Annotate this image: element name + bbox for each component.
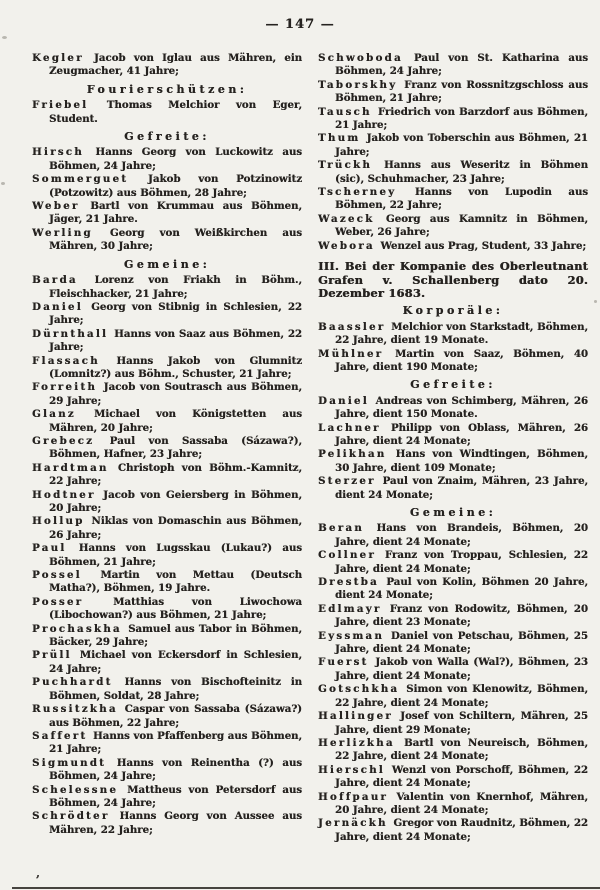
roster-entry: Russitzkha Caspar von Sassaba (Sázawa?) aus Böhmen, 22 Jahre; xyxy=(32,703,302,729)
entry-surname: Hirsch xyxy=(32,146,85,159)
entry-surname: Hollup xyxy=(32,515,85,528)
roster-entry: Lachner Philipp von Oblass, Mähren, 26 Jahre, dient 24 Monate; xyxy=(318,421,588,447)
rank-heading: Gemeine: xyxy=(409,506,497,519)
entry-surname: Friebel xyxy=(32,99,89,112)
roster-entry: Gotschkha Simon von Klenowitz, Böhmen, 22 Jahre, dient 24 Monate; xyxy=(318,683,588,709)
entry-surname: Drestba xyxy=(318,576,379,589)
entry-surname: Hallinger xyxy=(318,710,393,723)
roster-entry: Schelessne Mattheus von Petersdorf aus Böhmen, 24 Jahre; xyxy=(32,783,302,809)
entry-surname: Hoffpaur xyxy=(318,790,389,803)
entry-surname: Posser xyxy=(32,595,84,608)
entry-surname: Grebecz xyxy=(32,434,95,447)
entry-surname: Schwoboda xyxy=(318,52,403,64)
roster-entry: Collner Franz von Troppau, Schlesien, 22 Jahre, dient 24 Monate; xyxy=(318,549,588,575)
roster-entry: Hollup Niklas von Domaschin aus Böhmen, 26 Jahre; xyxy=(32,515,302,541)
roster-entry: Flassach Hanns Jakob von Glumnitz (Lomnitz?) aus Böhm., Schuster, 21 Jahre; xyxy=(32,354,302,380)
entry-surname: Wazeck xyxy=(318,212,375,225)
entry-surname: Collner xyxy=(318,549,376,562)
entry-surname: Beran xyxy=(318,522,364,535)
entry-surname: Baassler xyxy=(318,320,386,333)
entry-surname: Weber xyxy=(32,200,80,213)
roster-entry: Friebel Thomas Melchior von Eger, Student. xyxy=(32,99,302,125)
roster-entry: Taborskhy Franz von Rossnitzgschloss aus Böhmen, 21 Jahre; xyxy=(318,78,588,105)
scan-speck xyxy=(2,36,7,39)
roster-entry: Forreith Jacob von Soutrasch aus Böhmen, 29 Jahre; xyxy=(32,381,302,407)
roster-entry: Beran Hans von Brandeis, Böhmen, 20 Jahre, dient 24 Monate; xyxy=(318,522,588,548)
roster-entry: Hoffpaur Valentin von Knernhof, Mähren, 20 Jahre, dient 24 Monate; xyxy=(318,790,588,816)
roster-entry: Drestba Paul von Kolin, Böhmen 20 Jahre, dient 24 Monate; xyxy=(318,576,588,602)
roster-entry: Daniel Andreas von Schimberg, Mähren, 26 Jahre, dient 150 Monate. xyxy=(318,394,588,421)
roster-entry: Puchhardt Hanns von Bischofteinitz in Böhmen, Soldat, 28 Jahre; xyxy=(32,676,302,702)
entry-surname: Hardtman xyxy=(32,461,109,474)
company-section-heading: III. Bei der Kompanie des Oberleutnant Grafen v. Schallenberg dato 20. Dezember 1683. xyxy=(318,259,588,300)
entry-surname: Webora xyxy=(318,239,375,252)
roster-entry: Possel Martin von Mettau (Deutsch Matha?), Böhmen, 19 Jahre. xyxy=(32,569,302,595)
entry-surname: Tausch xyxy=(318,105,372,118)
roster-entry: Trückh Hanns aus Weseritz in Böhmen (sic), Schuhmacher, 23 Jahre; xyxy=(318,159,588,185)
roster-entry: Webora Wenzel aus Prag, Student, 33 Jahre; xyxy=(318,239,587,252)
entry-surname: Kegler xyxy=(32,52,84,64)
entry-surname: Dürnthall xyxy=(32,327,109,340)
entry-surname: Saffert xyxy=(32,729,88,742)
roster-entry: Schwoboda Paul von St. Katharina aus Böhmen, 24 Jahre; xyxy=(318,52,588,78)
roster-entry: Daniel Georg von Stibnig in Schlesien, 22 Jahre; xyxy=(32,300,302,327)
roster-entry: Werling Georg von Weißkirchen aus Mähren, 30 Jahre; xyxy=(32,226,302,253)
entry-surname: Herlizkha xyxy=(318,736,395,749)
entry-surname: Jernäckh xyxy=(318,817,388,830)
roster-entry: Hardtman Christoph von Böhm.-Kamnitz, 22 Jahre; xyxy=(32,461,302,488)
entry-surname: Sommerguet xyxy=(32,173,129,186)
roster-entry: Thum Jakob von Toberschin aus Böhmen, 21 Jahre; xyxy=(318,132,588,158)
roster-entry: Kegler Jacob von Iglau aus Mähren, ein Zeugmacher, 41 Jahre; xyxy=(32,52,302,78)
entry-surname: Gotschkha xyxy=(318,683,400,696)
entry-surname: Schrödter xyxy=(32,810,110,823)
roster-entry: Hodtner Jacob von Geiersberg in Böhmen, 20 Jahre; xyxy=(32,488,302,514)
entry-surname: Eyssman xyxy=(318,629,385,642)
entry-surname: Werling xyxy=(32,226,93,239)
roster-entry: Tausch Friedrich von Barzdorf aus Böhmen, 21 Jahre; xyxy=(318,105,588,132)
roster-entry: Tscherney Hanns von Lupodin aus Böhmen, 22 Jahre; xyxy=(318,186,588,212)
entry-surname: Hierschl xyxy=(318,763,385,776)
page-number: — 147 — xyxy=(265,17,335,32)
entry-surname: Taborskhy xyxy=(318,78,398,91)
scan-speck xyxy=(594,300,597,303)
entry-surname: Russitzkha xyxy=(32,703,118,716)
entry-surname: Sigmundt xyxy=(32,756,107,769)
roster-entry: Posser Matthias von Liwochowa (Libochowan?) aus Böhmen, 21 Jahre; xyxy=(32,595,302,622)
roster-entry: Schrödter Hanns Georg von Aussee aus Mähren, 22 Jahre; xyxy=(32,810,302,836)
roster-entry: Jernäckh Gregor von Raudnitz, Böhmen, 22 Jahre, dient 24 Monate; xyxy=(318,817,588,843)
roster-entry: Dürnthall Hanns von Saaz aus Böhmen, 22 Jahre; xyxy=(32,327,302,354)
entry-surname: Daniel xyxy=(32,300,83,313)
two-column-text xyxy=(32,52,588,844)
entry-surname: Prüll xyxy=(32,649,72,662)
roster-entry: Herlizkha Bartl von Neureisch, Böhmen, 22 Jahre, dient 24 Monate; xyxy=(318,736,588,763)
rank-heading: Gemeine: xyxy=(123,257,211,271)
roster-entry: Hallinger Josef von Schiltern, Mähren, 25 Jahre, dient 29 Monate; xyxy=(318,710,588,736)
entry-surname: Hodtner xyxy=(32,488,96,501)
entry-surname: Puchhardt xyxy=(32,676,113,689)
roster-entry: Prochaskha Samuel aus Tabor in Böhmen, Bäcker, 29 Jahre; xyxy=(32,622,302,649)
scan-speck xyxy=(1,182,5,185)
entry-surname: Lachner xyxy=(318,421,381,434)
roster-entry: Sigmundt Hanns von Reinentha (?) aus Böhmen, 24 Jahre; xyxy=(32,756,302,783)
entry-surname: Mühlner xyxy=(318,347,384,360)
entry-surname: Tscherney xyxy=(318,186,397,199)
entry-surname: Fuerst xyxy=(318,656,369,669)
rank-heading: Fourierschützen: xyxy=(86,82,248,96)
roster-entry: Grebecz Paul von Sassaba (Sázawa?), Böhmen, Hafner, 23 Jahre; xyxy=(32,434,302,461)
entry-surname: Thum xyxy=(318,132,361,145)
entry-surname: Edlmayr xyxy=(318,602,382,615)
roster-entry: Prüll Michael von Eckersdorf in Schlesien, 24 Jahre; xyxy=(32,649,302,675)
entry-surname: Trückh xyxy=(318,159,373,172)
rank-heading: Gefreite: xyxy=(124,130,210,144)
right-column xyxy=(318,52,588,844)
entry-surname: Prochaskha xyxy=(32,622,122,635)
roster-entry: Pelikhan Hans von Windtingen, Böhmen, 30 Jahre, dient 109 Monate; xyxy=(318,448,588,474)
entry-surname: Paul xyxy=(32,542,67,555)
entry-surname: Possel xyxy=(32,569,82,582)
entry-surname: Sterzer xyxy=(318,475,376,488)
roster-entry: Glanz Michael von Königstetten aus Mähren, 20 Jahre; xyxy=(32,408,302,434)
roster-entry: Barda Lorenz von Friakh in Böhm., Fleischhacker, 21 Jahre; xyxy=(32,274,302,300)
roster-entry: Eyssman Daniel von Petschau, Böhmen, 25 Jahre, dient 24 Monate; xyxy=(318,629,588,656)
scan-ink-mark: , xyxy=(36,867,40,880)
roster-entry: Hierschl Wenzl von Porschoff, Böhmen, 22 Jahre, dient 24 Monate; xyxy=(318,763,588,790)
roster-entry: Fuerst Jakob von Walla (Wal?), Böhmen, 23 Jahre, dient 24 Monate; xyxy=(318,656,588,682)
roster-entry: Mühlner Martin von Saaz, Böhmen, 40 Jahre, dient 190 Monate; xyxy=(318,347,588,373)
roster-entry: Sterzer Paul von Znaim, Mähren, 23 Jahre, dient 24 Monate; xyxy=(318,475,588,501)
entry-surname: Pelikhan xyxy=(318,448,387,461)
roster-entry: Sommerguet Jakob von Potzinowitz (Potzowitz) aus Böhmen, 28 Jahre; xyxy=(32,173,302,199)
entry-surname: Glanz xyxy=(32,408,76,421)
roster-entry: Baassler Melchior von Starkstadt, Böhmen, 22 Jahre, dient 19 Monate. xyxy=(318,320,588,347)
roster-entry: Weber Bartl von Krummau aus Böhmen, Jäger, 21 Jahre. xyxy=(32,200,302,226)
entry-surname: Forreith xyxy=(32,381,98,394)
entry-surname: Schelessne xyxy=(32,783,119,796)
roster-entry: Saffert Hanns von Pfaffenberg aus Böhmen, 21 Jahre; xyxy=(32,729,302,756)
entry-surname: Daniel xyxy=(318,394,369,407)
roster-entry: Wazeck Georg aus Kamnitz in Böhmen, Weber, 26 Jahre; xyxy=(318,212,588,239)
entry-surname: Flassach xyxy=(32,354,100,367)
rank-heading: Korporäle: xyxy=(402,304,504,318)
roster-entry: Hirsch Hanns Georg von Luckowitz aus Böhmen, 24 Jahre; xyxy=(32,146,302,172)
scan-artifact-bottom-edge xyxy=(12,887,600,890)
roster-entry: Edlmayr Franz von Rodowitz, Böhmen, 20 Jahre, dient 23 Monate; xyxy=(318,602,588,629)
roster-entry: Paul Hanns von Lugsskau (Lukau?) aus Böhmen, 21 Jahre; xyxy=(32,542,302,568)
rank-heading: Gefreite: xyxy=(410,378,496,392)
entry-surname: Barda xyxy=(32,274,78,287)
left-column xyxy=(32,52,302,837)
